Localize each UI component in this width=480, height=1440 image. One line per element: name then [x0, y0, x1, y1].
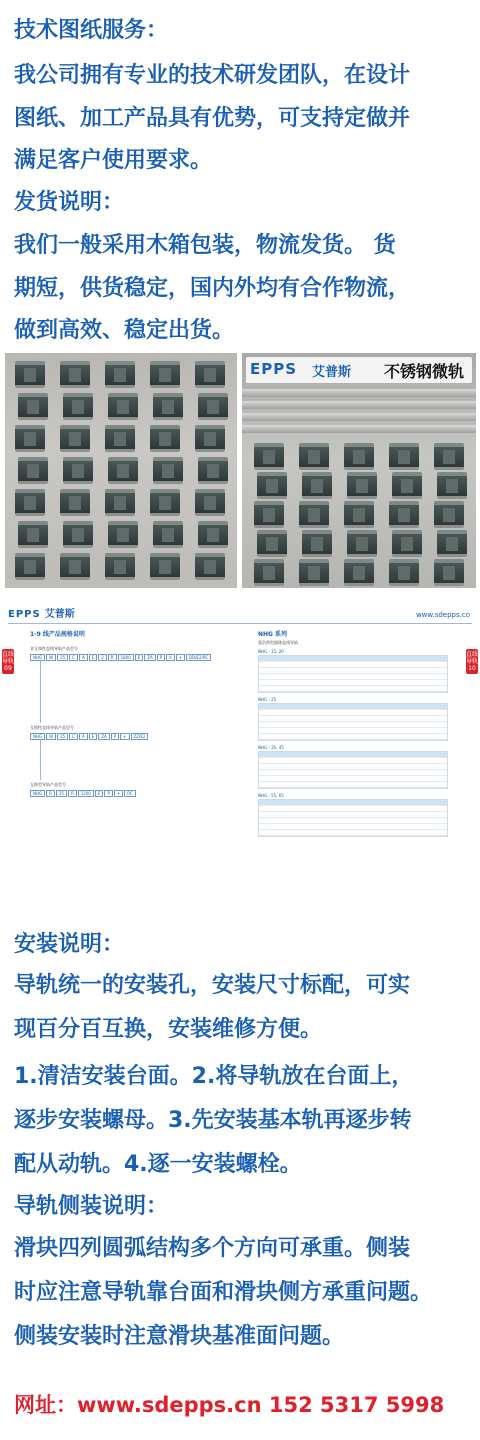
slider-block	[198, 521, 228, 548]
left-page-title: 1-9 线产品规格说明	[30, 631, 85, 638]
tech-heading: 技术图纸服务：	[14, 18, 169, 43]
left-code-row-3	[30, 790, 230, 797]
slider-block	[63, 521, 93, 548]
code-diagram-lines	[40, 661, 230, 723]
slider-block	[437, 472, 467, 499]
slider-block	[198, 393, 228, 420]
code-segment: NHG	[30, 733, 45, 740]
code-segment: W	[46, 654, 56, 661]
slider-block	[344, 501, 374, 528]
right-page-subtitle: 重负荷型滚珠直线导轨	[258, 640, 298, 645]
slider-block	[63, 457, 93, 484]
spec-table-label: NHG - 25	[258, 697, 277, 702]
catalog-brand: EPPS	[8, 609, 41, 620]
slider-block	[299, 501, 329, 528]
slider-block	[302, 530, 332, 557]
code-segment: E	[89, 654, 98, 661]
code-segment: DD/E2/RC	[186, 654, 211, 661]
side-mount-heading: 导轨侧装说明：	[14, 1194, 169, 1219]
code-segment: A	[79, 654, 88, 661]
code-segment: 1800	[118, 654, 134, 661]
code-segment: E	[95, 790, 104, 797]
code-segment: +	[114, 790, 123, 797]
photo-stainless-rails	[242, 353, 476, 588]
rail-bar	[242, 401, 476, 409]
code-segment: P	[104, 790, 112, 797]
code-segment: NHG	[30, 790, 45, 797]
slider-block	[299, 559, 329, 586]
code-segment: P	[157, 654, 165, 661]
spec-table-row	[259, 830, 447, 836]
spec-table-row	[259, 734, 447, 740]
spec-table-label: NHG - 15, 20	[258, 649, 284, 654]
catalog-url: www.sdepps.co	[415, 611, 470, 619]
catalog-right-page	[258, 629, 448, 829]
slider-block	[347, 472, 377, 499]
catalog-left-tab: 直线导轨09	[2, 651, 15, 672]
left-sub-3: 互换型导轨产品型号	[30, 782, 66, 787]
catalog-left-page	[30, 629, 230, 829]
photo-slider-blocks	[5, 353, 237, 588]
spec-table	[258, 793, 448, 837]
slider-block	[389, 443, 419, 470]
spec-table-row	[259, 686, 447, 692]
slider-block	[18, 393, 48, 420]
slider-block	[18, 457, 48, 484]
slider-block	[153, 521, 183, 548]
code-segment: A	[79, 733, 88, 740]
catalog-brand-cn: 艾普斯	[44, 609, 75, 620]
left-code-row-2	[30, 733, 230, 740]
slider-block	[434, 443, 464, 470]
slider-block	[60, 425, 90, 452]
install-line-5: 配从动轨。4.逐一安装螺栓。	[14, 1152, 302, 1177]
slider-block	[63, 393, 93, 420]
slider-block	[344, 559, 374, 586]
catalog-spread	[0, 597, 480, 837]
code-segment: E	[89, 733, 98, 740]
slider-block	[15, 361, 45, 388]
code-segment: E	[135, 654, 144, 661]
slider-block	[195, 553, 225, 580]
code-segment: NHG	[30, 654, 45, 661]
slider-block	[257, 530, 287, 557]
tech-line-3: 满足客户使用要求。	[14, 148, 213, 173]
catalog-right-tab: 直线导轨10	[466, 651, 479, 672]
install-line-3: 1.清洁安装台面。2.将导轨放在台面上，	[14, 1064, 414, 1089]
slider-block	[195, 361, 225, 388]
shipping-line-3: 做到高效、稳定出货。	[14, 318, 235, 343]
catalog-logo	[8, 605, 75, 620]
slider-block	[392, 530, 422, 557]
code-segment: +	[120, 733, 129, 740]
code-segment: 2	[98, 654, 107, 661]
slider-block	[150, 553, 180, 580]
slider-block	[254, 443, 284, 470]
slider-block	[437, 530, 467, 557]
side-mount-line-3: 侧装安装时注意滑块基准面问题。	[14, 1324, 345, 1349]
code-segment: ZZ/E2	[131, 733, 149, 740]
left-code-row-1	[30, 654, 230, 661]
rail-bar	[242, 425, 476, 433]
tech-line-2: 图纸、加工产品具有优势，可支持定做并	[14, 106, 411, 131]
right-page-title: NHG 系列	[258, 631, 288, 638]
code-segment: C	[69, 733, 78, 740]
slider-block	[195, 489, 225, 516]
code-segment: P	[111, 733, 119, 740]
side-mount-line-1: 滑块四列圆弧结构多个方向可承重。侧装	[14, 1236, 411, 1261]
install-line-4: 逐步安装螺母。3.先安装基本轨再逐步转	[14, 1108, 412, 1133]
code-segment: ZA	[98, 733, 109, 740]
slider-block	[153, 457, 183, 484]
code-segment: R	[108, 654, 117, 661]
product-photos	[0, 353, 480, 590]
left-sub-1: 非互换性直线导轨产品型号	[30, 646, 78, 651]
slider-block	[60, 553, 90, 580]
slider-block	[195, 425, 225, 452]
code-segment: RC	[124, 790, 135, 797]
slider-block	[18, 521, 48, 548]
shipping-line-2: 期短，供货稳定，国内外均有合作物流，	[14, 276, 411, 301]
spec-table-label: NHG - 35, 45	[258, 745, 284, 750]
shipping-heading: 发货说明：	[14, 190, 125, 215]
spec-table	[258, 649, 448, 693]
code-segment: 1200	[78, 790, 94, 797]
code-segment: W	[46, 733, 56, 740]
code-segment: C	[69, 654, 78, 661]
slider-block	[153, 393, 183, 420]
slider-block	[344, 443, 374, 470]
slider-block	[389, 501, 419, 528]
code-segment: II	[166, 654, 174, 661]
footer-contact: 网址：www.sdepps.cn 152 5317 5998	[14, 1393, 445, 1417]
side-mount-line-2: 时应注意导轨靠台面和滑块侧方承重问题。	[14, 1280, 433, 1305]
code-segment: 25	[57, 733, 68, 740]
code-segment: +	[176, 654, 185, 661]
install-line-1: 导轨统一的安装孔，安装尺寸标配，可实	[14, 973, 411, 998]
slider-block	[299, 443, 329, 470]
slider-block	[389, 559, 419, 586]
slider-block	[434, 501, 464, 528]
install-line-2: 现百分百互换，安装维修方便。	[14, 1017, 323, 1042]
slider-block	[15, 425, 45, 452]
code-segment: 25	[57, 654, 68, 661]
spec-table	[258, 697, 448, 741]
slider-block	[105, 489, 135, 516]
slider-block	[150, 361, 180, 388]
slider-block	[105, 425, 135, 452]
install-heading: 安装说明：	[14, 932, 125, 957]
catalog-header-rule	[8, 623, 472, 624]
slider-block	[105, 553, 135, 580]
slider-block	[105, 361, 135, 388]
slider-block	[434, 559, 464, 586]
slider-block	[60, 361, 90, 388]
slider-block	[108, 393, 138, 420]
photo-logo-banner	[246, 357, 472, 383]
code-segment: R	[68, 790, 77, 797]
slider-block	[392, 472, 422, 499]
photo-tag: 不锈钢微轨	[383, 362, 464, 381]
photo-brand-logo: EPPS	[250, 360, 298, 378]
slider-block	[108, 457, 138, 484]
slider-block	[150, 425, 180, 452]
slider-block	[347, 530, 377, 557]
shipping-line-1: 我们一般采用木箱包装，物流发货。 货	[14, 233, 396, 258]
slider-block	[257, 472, 287, 499]
spec-table-row	[259, 782, 447, 788]
tech-line-1: 我公司拥有专业的技术研发团队，在设计	[14, 63, 411, 88]
rail-bar	[242, 389, 476, 397]
code-segment: ZA	[144, 654, 155, 661]
slider-block	[150, 489, 180, 516]
left-sub-2: 互换性直线导轨产品型号	[30, 725, 74, 730]
rail-bar	[242, 413, 476, 421]
slider-block	[108, 521, 138, 548]
slider-block	[254, 501, 284, 528]
slider-block	[302, 472, 332, 499]
spec-table	[258, 745, 448, 789]
slider-block	[198, 457, 228, 484]
code-segment: R	[46, 790, 55, 797]
code-segment: 25	[56, 790, 67, 797]
slider-block	[15, 489, 45, 516]
slider-block	[60, 489, 90, 516]
code-diagram-lines	[40, 740, 230, 780]
photo-brand-cn: 艾普斯	[312, 365, 352, 380]
slider-block	[15, 553, 45, 580]
slider-block	[254, 559, 284, 586]
spec-table-label: NHG - 55, 65	[258, 793, 284, 798]
